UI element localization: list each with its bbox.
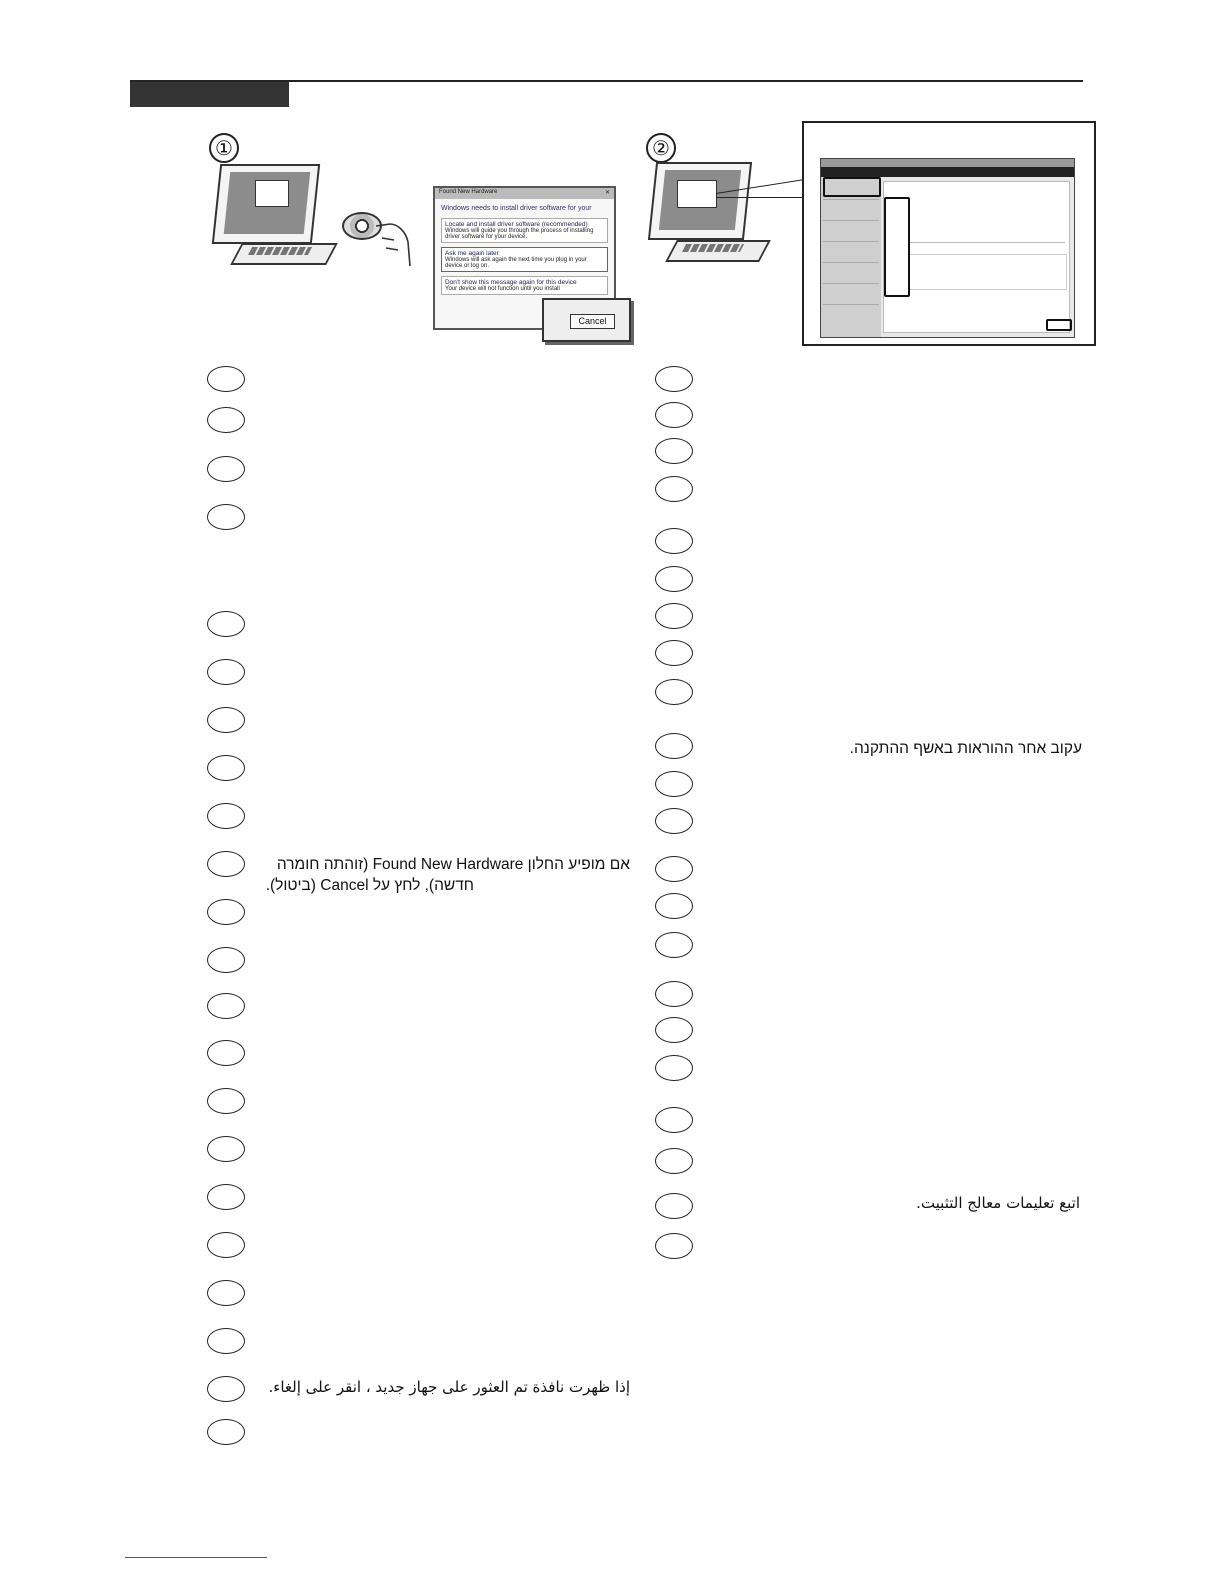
language-badge [655,528,693,554]
hand-icon [372,218,412,270]
language-badge [207,1136,245,1162]
language-badge [207,504,245,530]
step-1-label: ① [209,133,239,163]
language-badge [207,1232,245,1258]
language-badge [655,679,693,705]
language-badge [207,456,245,482]
installer-window [820,158,1075,338]
option-title: Don't show this message again for this device [445,279,577,286]
dialog-title: Found New Hardware [439,189,498,195]
language-badge [207,1376,245,1402]
option-title: Ask me again later [445,250,499,257]
language-badge [207,366,245,392]
language-badge [655,566,693,592]
language-badge [655,981,693,1007]
language-badge [655,893,693,919]
language-badge [207,851,245,877]
language-badge [207,947,245,973]
hebrew-note-right: עקוב אחר ההוראות באשף ההתקנה. [849,740,1082,757]
option-desc: Your device will not function until you install [445,286,560,292]
installer-screenshot-frame [802,121,1096,346]
language-badge [207,1419,245,1445]
language-badge [655,1193,693,1219]
language-badge [207,993,245,1019]
language-badge [655,808,693,834]
language-badge [655,640,693,666]
language-badge [207,1328,245,1354]
language-badge [655,438,693,464]
language-badge [655,476,693,502]
language-badge [655,1107,693,1133]
language-badge [207,899,245,925]
section-tab [130,82,289,107]
installer-main-pane [883,181,1070,333]
language-badge [207,1184,245,1210]
language-badge [207,1280,245,1306]
installer-sidebar [821,177,881,337]
language-badge [655,402,693,428]
hebrew-note-left-line2: חדשה), לחץ על Cancel (ביטול). [265,877,474,894]
dialog-option-dont-show[interactable] [441,276,608,295]
step-2-label: ② [646,133,676,163]
option-desc: Windows will guide you through the process of installing driver software for your device. [445,228,594,240]
language-badge [207,659,245,685]
cancel-button-zoom [542,298,631,342]
dialog-close-icon: ✕ [604,190,610,196]
language-badge [207,755,245,781]
language-badge [655,603,693,629]
language-badge [655,1055,693,1081]
arabic-note-left: إذا ظهرت نافذة تم العثور على جهاز جديد ، انقر على إلغاء. [268,1378,630,1396]
highlight-express-install [823,177,881,197]
footer-link-underline [125,1557,267,1558]
arabic-note-right: اتبع تعليمات معالج التثبيت. [916,1194,1080,1212]
cancel-button[interactable]: Cancel [570,314,615,329]
language-badge [655,932,693,958]
language-badge [655,1017,693,1043]
hebrew-note-left-line1: אם מופיע החלון Found New Hardware (זוהתה חומרה [276,856,630,873]
highlight-device-list [884,197,910,297]
option-title: Locate and install driver software (recommended) [445,221,588,228]
language-badge [655,733,693,759]
language-badge [207,1040,245,1066]
language-badge [655,1148,693,1174]
dialog-message: Windows needs to install driver software for your [441,205,592,212]
option-desc: Windows will ask again the next time you plug in your device or log on. [445,257,587,269]
language-badge [655,1233,693,1259]
language-badge [207,611,245,637]
dialog-option-ask-later[interactable] [441,247,608,272]
language-badge [207,707,245,733]
language-badge [655,366,693,392]
language-badge [207,803,245,829]
language-badge [207,1088,245,1114]
language-badge [655,856,693,882]
highlight-install-button [1046,319,1072,331]
dialog-option-locate[interactable] [441,218,608,243]
language-badge [655,771,693,797]
language-badge [207,407,245,433]
